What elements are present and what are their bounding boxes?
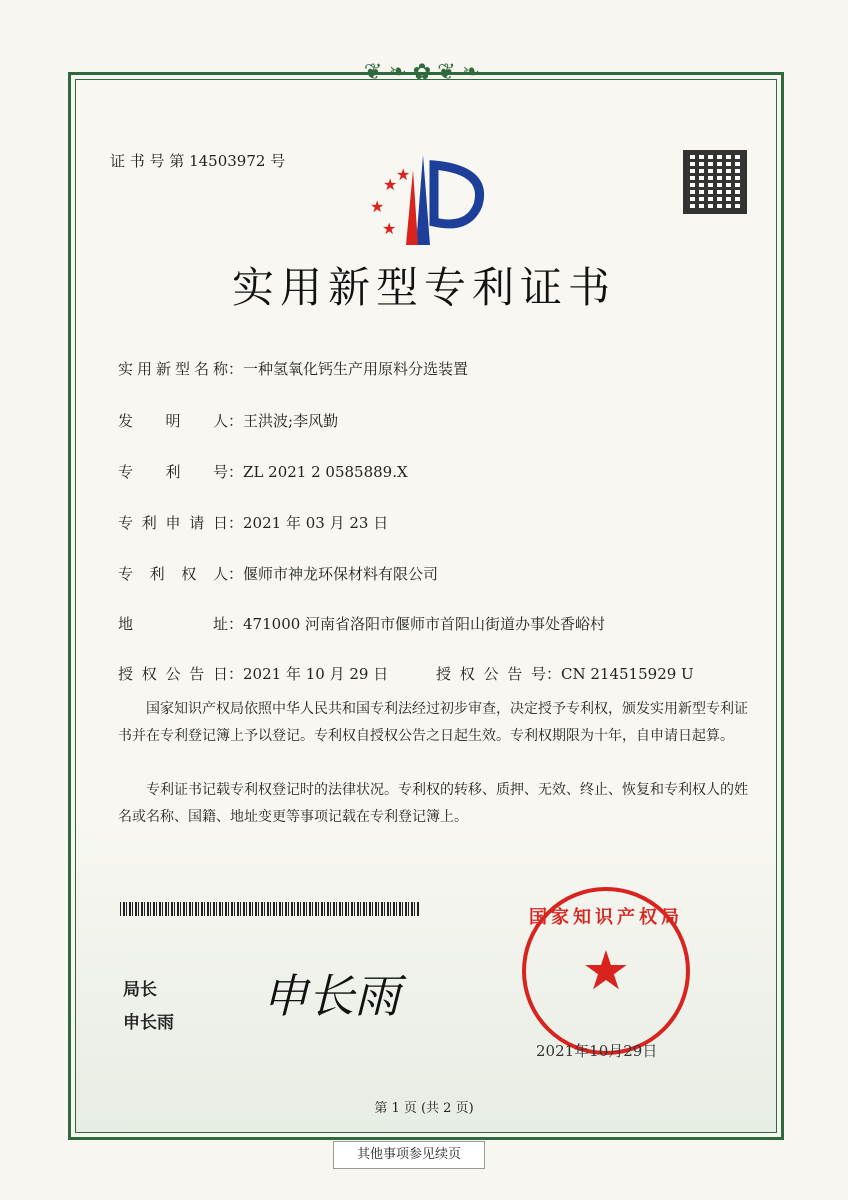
field-announcement-number: 授权公告号：CN 214515929 U: [436, 665, 694, 683]
director-title: 局长: [123, 980, 157, 1000]
field-address: 地址：471000 河南省洛阳市偃师市首阳山街道办事处香峪村: [118, 615, 606, 633]
field-grant-date: 授权公告日：2021 年 10 月 29 日: [118, 665, 389, 683]
svg-text:★: ★: [370, 197, 385, 216]
page-indicator: 第 1 页 (共 2 页): [374, 1101, 474, 1116]
field-application-date: 专利申请日：2021 年 03 月 23 日: [118, 514, 389, 532]
field-patent-number: 专利号：ZL 2021 2 0585889.X: [118, 463, 408, 481]
svg-text:★: ★: [383, 175, 398, 194]
qr-code: [683, 150, 747, 214]
ornament-top: ❦❧✿❦❧: [363, 60, 487, 85]
certificate-number: 证 书 号 第 14503972 号: [110, 152, 286, 170]
paragraph-legal-status: 专利证书记载专利权登记时的法律状况。专利权的转移、质押、无效、终止、恢复和专利权人的姓名或名称、国籍、地址变更等事项记载在专利登记簿上。: [118, 782, 748, 825]
continuation-note: 其他事项参见续页: [333, 1141, 485, 1169]
svg-text:★: ★: [396, 165, 411, 184]
field-utility-model-name: 实用新型名称：一种氢氧化钙生产用原料分选装置: [118, 360, 469, 378]
paragraph-grant: 国家知识产权局依照中华人民共和国专利法经过初步审查，决定授予专利权，颁发实用新型专利证书并在专利登记簿上予以登记。专利权自授权公告之日起生效。专利权期限为十年，自申请日起算。: [118, 701, 748, 744]
page-title: 实用新型专利证书: [231, 263, 616, 312]
field-patentee: 专利权人：偃师市神龙环保材料有限公司: [118, 565, 439, 583]
field-inventor: 发明人：王洪波;李风勤: [118, 412, 339, 430]
director-signature: 申长雨: [262, 969, 400, 1023]
svg-text:★: ★: [382, 219, 397, 238]
director-name: 申长雨: [123, 1013, 174, 1033]
official-seal: [522, 887, 690, 1055]
barcode: [120, 902, 420, 916]
seal-name: 国家知识产权局: [529, 907, 683, 928]
cnipa-logo: [368, 150, 488, 250]
seal-date: 2021年10月29日: [536, 1042, 658, 1060]
national-emblem-icon: ★: [581, 939, 631, 1002]
